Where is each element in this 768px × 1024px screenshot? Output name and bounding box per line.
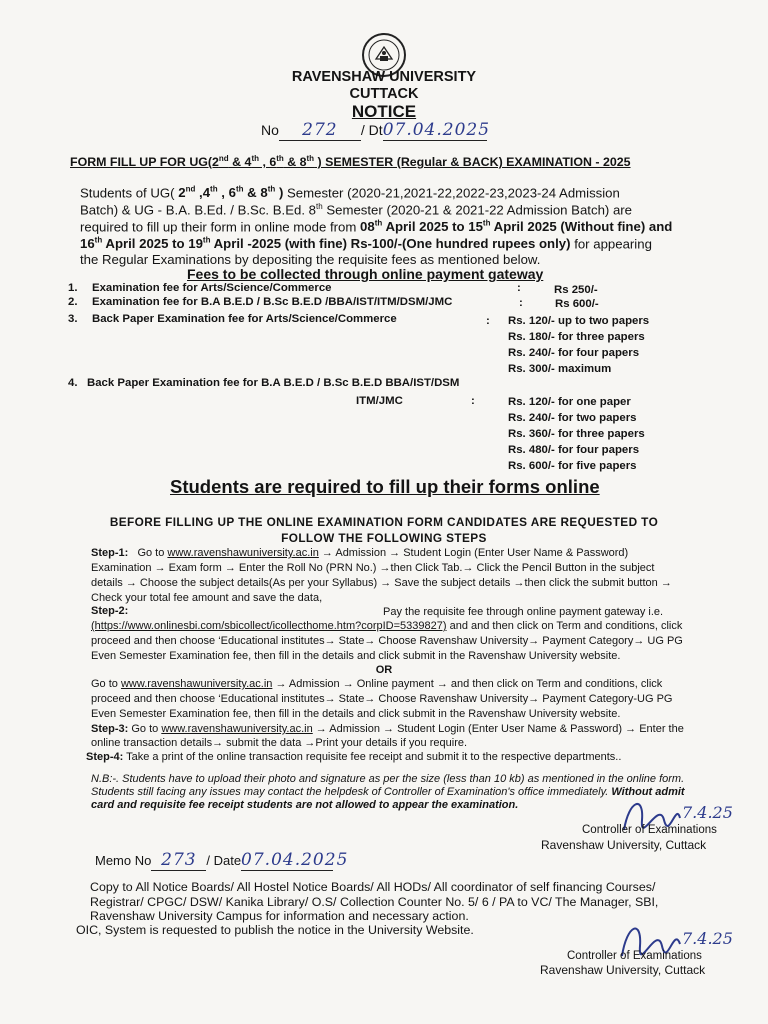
- fee-item-3-label: Back Paper Examination fee for Arts/Science/Commerce: [92, 313, 397, 325]
- fee-item-4-colon: :: [471, 395, 475, 407]
- note-line-1: N.B:-. Students have to upload their photo and signature as per the size (less than 10 kb) as mentioned in the online form.: [91, 773, 685, 785]
- step-3-line-1: Step-3: Go to www.ravenshawuniversity.ac.in → Admission → Student Login (Enter User Name & Password) → Enter the: [91, 723, 684, 735]
- sbi-collect-link[interactable]: (https://www.onlinesbi.com/sbicollect/icollecthome.htm?corpID=5339827): [91, 620, 447, 632]
- step-1-line-2: Examination → Exam form → Enter the Roll No (PRN No.) →then Click Tab.→ Click the Pencil Button in the subject: [91, 562, 655, 574]
- university-city: CUTTACK: [349, 86, 419, 102]
- copy-line-4: OIC, System is requested to publish the notice in the University Website.: [76, 923, 474, 937]
- step-1-line-3: details → Choose the subject details(As per your Syllabus) → Save the subject details →then click the submit button →: [91, 577, 672, 589]
- university-website-link[interactable]: www.ravenshawuniversity.ac.in: [120, 678, 273, 690]
- university-name: RAVENSHAW UNIVERSITY: [291, 69, 477, 85]
- fee-rate: Rs. 120/- up to two papers: [508, 315, 650, 327]
- fee-item-2-number: 2.: [68, 296, 78, 308]
- subject-line: FORM FILL UP FOR UG(2nd & 4th , 6th & 8th ) SEMESTER (Regular & BACK) EXAMINATION - 2025: [70, 154, 631, 170]
- fee-rate: Rs. 300/- maximum: [508, 363, 612, 375]
- step-4-line: Step-4: Take a print of the online transaction requisite fee receipt and submit it to the respective departments..: [86, 751, 622, 763]
- intro-line-4: 16th April 2025 to 19th April -2025 (with fine) Rs-100/-(One hundred rupees only) for appearing: [80, 236, 652, 252]
- signature-org: Ravenshaw University, Cuttack: [540, 963, 706, 977]
- alt-line-2: proceed and then choose ‘Educational institutes→ State→ Choose Ravenshaw University→ Payment Category-UG PG: [91, 693, 673, 705]
- fee-rate: Rs. 180/- for three papers: [508, 331, 645, 343]
- step-2-line-1: Pay the requisite fee through online payment gateway i.e.: [383, 606, 664, 618]
- fee-item-3-number: 3.: [68, 313, 78, 325]
- notice-date: 07.04.2025: [382, 120, 491, 140]
- fee-item-2-colon: :: [519, 297, 523, 309]
- notice-number-line: [261, 120, 491, 141]
- step-2-line-2: (https://www.onlinesbi.com/sbicollect/icollecthome.htm?corpID=5339827) and and then click on Term and conditions, click: [91, 620, 683, 632]
- alt-line-1: Go to www.ravenshawuniversity.ac.in → Admission → Online payment → and then click on Term and conditions, click: [91, 678, 663, 690]
- fee-item-4-label: Back Paper Examination fee for B.A B.E.D / B.Sc B.E.D BBA/IST/DSM: [87, 377, 460, 389]
- fee-item-3-colon: :: [486, 315, 490, 327]
- svg-text:7.4.25: 7.4.25: [682, 803, 733, 822]
- intro-line-1: Students of UG( 2nd ,4th , 6th & 8th ) Semester (2020-21,2021-22,2022-23,2023-24 Admission: [80, 185, 620, 201]
- step-2-label: Step-2:: [91, 605, 129, 617]
- fee-item-1-colon: :: [517, 282, 521, 294]
- note-line-3: card and requisite fee receipt students are not allowed to appear the examination.: [91, 799, 519, 811]
- memo-number: 273: [161, 850, 197, 870]
- step-2-line-3: proceed and then choose ‘Educational institutes→ State→ Choose Ravenshaw University→ Payment Category→ UG PG: [91, 635, 683, 647]
- steps-heading-2: FOLLOW THE FOLLOWING STEPS: [281, 531, 487, 545]
- step-3-label: Step-3:: [91, 723, 129, 735]
- alt-line-3: Even Semester Examination fee, then fill in the details and click submit in the Ravenshaw University website.: [91, 708, 621, 720]
- fee-rate: Rs. 240/- for four papers: [508, 347, 640, 359]
- fee-rate: Rs. 360/- for three papers: [508, 428, 645, 440]
- memo-date-label: / Date: [206, 853, 242, 868]
- copy-line-1: Copy to All Notice Boards/ All Hostel Notice Boards/ All HODs/ All coordinator of self financing Courses/: [90, 880, 656, 894]
- note-line-2: Students still facing any issues may contact the helpdesk of Controller of Examination's office immediately. Without admit: [91, 786, 685, 798]
- fee-rate: Rs. 480/- for four papers: [508, 444, 640, 456]
- fees-heading: Fees to be collected through online payment gateway: [187, 266, 544, 282]
- fee-item-2-label: Examination fee for B.A B.E.D / B.Sc B.E.D /BBA/IST/ITM/DSM/JMC: [92, 296, 453, 308]
- signature-org: Ravenshaw University, Cuttack: [541, 838, 707, 852]
- date-label: / Dt: [360, 122, 383, 138]
- fee-item-4-label-continued: ITM/JMC: [356, 395, 403, 407]
- svg-text:7.4.25: 7.4.25: [682, 929, 733, 948]
- university-website-link[interactable]: www.ravenshawuniversity.ac.in: [161, 723, 313, 735]
- signature-title: Controller of Examinations: [582, 824, 717, 836]
- step-3-line-2: online transaction details→ submit the data →Print your details if you require.: [91, 737, 468, 749]
- step-1-line-1: Step-1: Go to www.ravenshawuniversity.ac.in → Admission → Student Login (Enter User Name & Password): [91, 547, 629, 559]
- step-2-line-4: Even Semester Examination fee, then fill in the details and click submit in the Ravenshaw University website.: [91, 650, 621, 662]
- notice-title: NOTICE: [351, 102, 417, 121]
- intro-line-5: the Regular Examinations by depositing the requisite fees as mentioned below.: [80, 252, 541, 267]
- fee-item-1-number: 1.: [68, 282, 78, 294]
- fee-item-4-number: 4.: [68, 377, 78, 389]
- step-1-line-4: Check your total fee amount and save the data,: [91, 592, 323, 604]
- memo-label: Memo No: [95, 853, 152, 868]
- fee-item-1-label: Examination fee for Arts/Science/Commerce: [92, 282, 332, 294]
- fee-item-2-amount: Rs 600/-: [555, 298, 599, 310]
- fee-item-1-amount: Rs 250/-: [554, 284, 598, 296]
- notice-number: 272: [302, 120, 338, 140]
- step-4-label: Step-4:: [86, 751, 124, 763]
- copy-line-3: Ravenshaw University Campus for information and necessary action.: [90, 909, 469, 923]
- fee-rate: Rs. 240/- for two papers: [508, 412, 637, 424]
- online-forms-heading: Students are required to fill up their forms online: [170, 476, 600, 497]
- memo-line: [95, 850, 349, 871]
- or-separator: OR: [375, 664, 393, 676]
- no-label: No: [261, 122, 279, 138]
- university-website-link[interactable]: www.ravenshawuniversity.ac.in: [167, 547, 319, 559]
- memo-date: 07.04.2025: [241, 850, 349, 870]
- fee-rate: Rs. 600/- for five papers: [508, 460, 637, 472]
- fee-rate: Rs. 120/- for one paper: [508, 396, 631, 408]
- intro-line-2: Batch) & UG - B.A. B.Ed. / B.Sc. B.Ed. 8th Semester (2020-21 & 2021-22 Admission Batch) are: [80, 202, 633, 218]
- steps-heading: BEFORE FILLING UP THE ONLINE EXAMINATION FORM CANDIDATES ARE REQUESTED TO: [109, 515, 659, 529]
- copy-line-2: Registrar/ CPGC/ DSW/ Kanika Library/ O.S/ Collection Counter No. 5/ 6 / PA to VC/ The Manager, SBI,: [90, 895, 659, 909]
- intro-line-3: required to fill up their form in online mode from 08th April 2025 to 15th April 2025 (Without fine) and: [80, 219, 673, 235]
- step-1-label: Step-1:: [91, 547, 129, 559]
- signature-title: Controller of Examinations: [567, 950, 702, 962]
